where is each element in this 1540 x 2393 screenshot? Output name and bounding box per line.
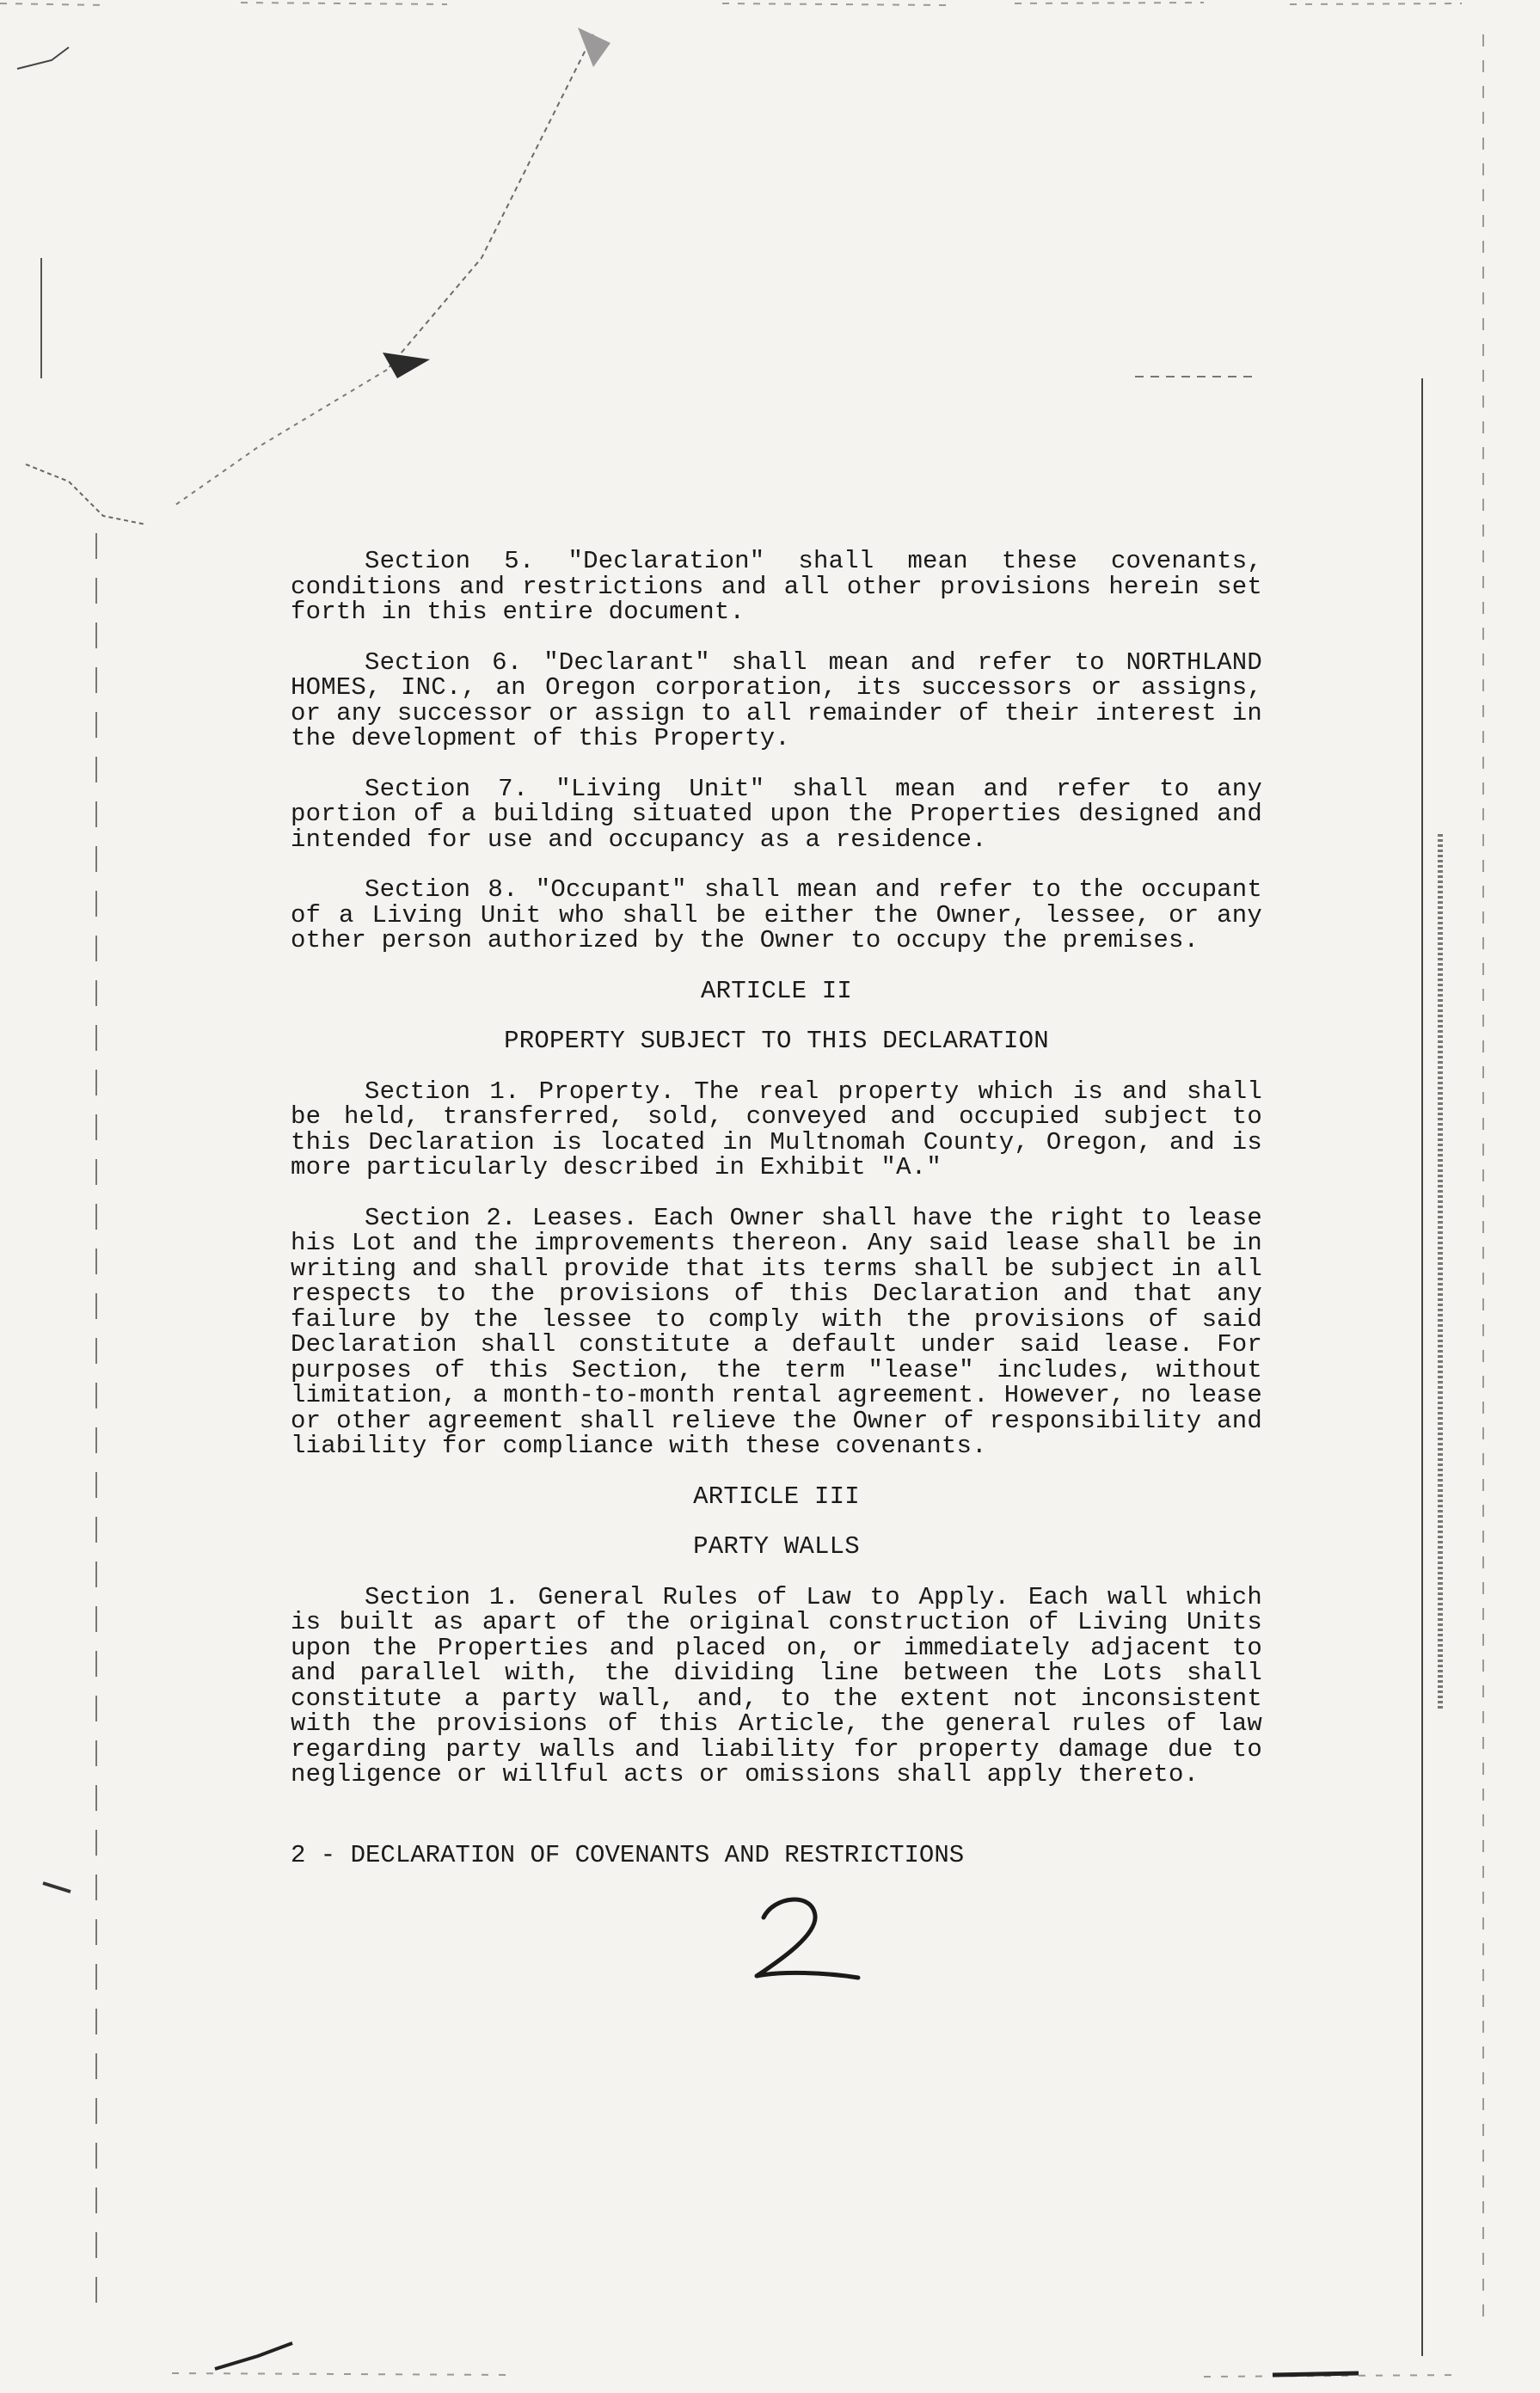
paragraph-section-8: Section 8. "Occupant" shall mean and refer to the occupant of a Living Unit who shall be either the Owner, lessee, or any other person authorized by the Owner to occupy the premises. xyxy=(291,875,1262,954)
heading-article-3: ARTICLE III xyxy=(693,1482,860,1511)
bottom-right-smudge xyxy=(1273,2373,1359,2375)
page-footer: 2 - DECLARATION OF COVENANTS AND RESTRICTIONS xyxy=(291,1841,965,1869)
handwritten-page-number xyxy=(748,1892,868,1986)
bottom-left-smudge xyxy=(215,2343,292,2369)
folded-corner-top xyxy=(578,28,610,67)
top-edge-marks xyxy=(0,3,1462,5)
left-edge-fold xyxy=(26,464,146,525)
folded-corner-edge-lower xyxy=(172,370,387,507)
paragraph-article-2-section-1: Section 1. Property. The real property which is and shall be held, transferred, sold, conveyed and occupied subject to this Declaration is located in Multnomah County, Oregon, and is more particularly described in Exhibit "A." xyxy=(291,1077,1262,1181)
paragraph-section-6: Section 6. "Declarant" shall mean and refer to NORTHLAND HOMES, INC., an Oregon corporation, its successors or assigns, or any successor or assign to all remainder of their interest in the development of this Property. xyxy=(291,647,1262,752)
paragraph-section-5: Section 5. "Declaration" shall mean these covenants, conditions and restrictions and all other provisions herein set forth in this entire document. xyxy=(291,547,1262,626)
heading-article-2: ARTICLE II xyxy=(700,976,853,1005)
paragraph-article-3-section-1: Section 1. General Rules of Law to Apply. Each wall which is built as apart of the original construction of Living Units upon the Properties and placed on, or immediately adjacent to and parallel with, the dividing line between the Lots shall constitute a party wall, and, to the extent not inconsistent with the provisions of this Article, the general rules of law regarding party walls and liability for property damage due to negligence or willful acts or omissions shall apply thereto. xyxy=(291,1582,1262,1789)
folded-corner-tip xyxy=(383,353,430,378)
bottom-edge-marks xyxy=(172,2373,1462,2377)
document-body xyxy=(291,549,1262,1813)
paragraph-section-7: Section 7. "Living Unit" shall mean and refer to any portion of a building situated upon the Properties designed and intended for use and occupancy as a residence. xyxy=(291,774,1262,854)
left-tick xyxy=(43,1883,71,1892)
heading-article-2-title: PROPERTY SUBJECT TO THIS DECLARATION xyxy=(504,1027,1049,1055)
top-scratch xyxy=(17,47,69,69)
folded-corner-edge xyxy=(387,34,593,370)
paragraph-article-2-section-2: Section 2. Leases. Each Owner shall have the right to lease his Lot and the improvements thereon. Any said lease shall be in writing and shall provide that its terms shall be subject in all respects to the provisions of this Declaration and that any failure by the lessee to comply with the provisions of said Declaration shall constitute a default under said lease. For purposes of this Section, the term "lease" includes, without limitation, a month-to-month rental agreement. However, no lease or other agreement shall relieve the Owner of responsibility and liability for compliance with these covenants. xyxy=(291,1203,1262,1460)
heading-article-3-title: PARTY WALLS xyxy=(693,1532,860,1561)
